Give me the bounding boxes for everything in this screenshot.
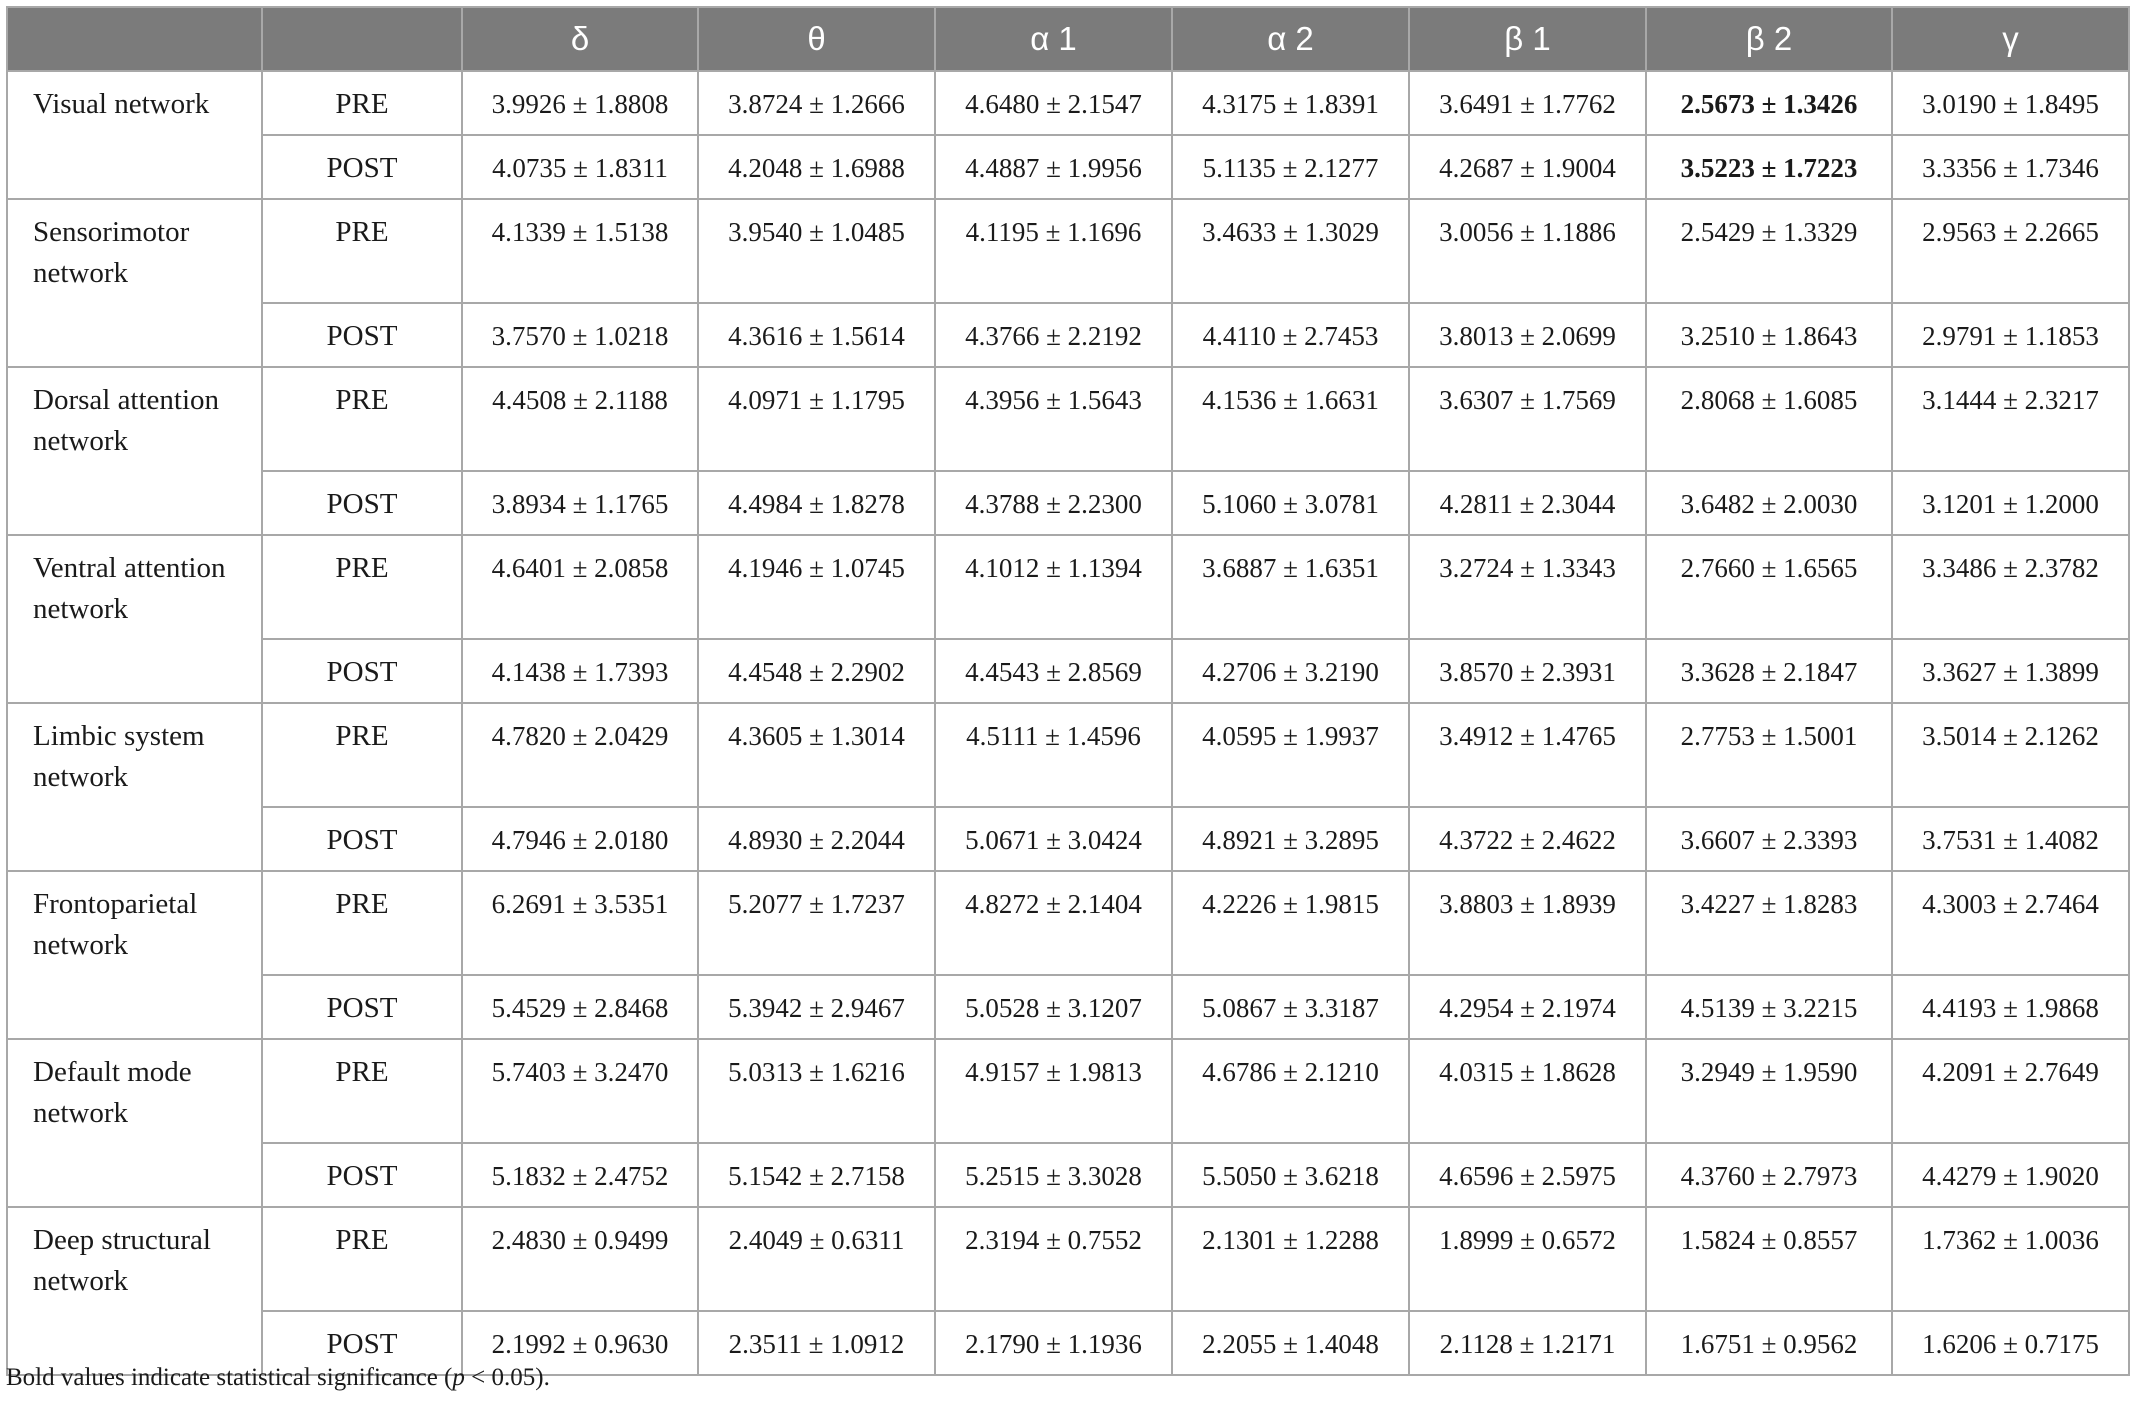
condition-cell: POST [262, 807, 462, 871]
value-cell: 2.3511 ± 1.0912 [698, 1311, 935, 1375]
condition-cell: PRE [262, 199, 462, 303]
column-header: δ [462, 7, 698, 71]
value-cell: 3.7531 ± 1.4082 [1892, 807, 2129, 871]
value-cell: 4.4193 ± 1.9868 [1892, 975, 2129, 1039]
value-cell: 4.2048 ± 1.6988 [698, 135, 935, 199]
value-cell: 3.8724 ± 1.2666 [698, 71, 935, 135]
value-cell: 4.5139 ± 3.2215 [1646, 975, 1892, 1039]
table-row [7, 639, 2129, 703]
value-cell: 2.2055 ± 1.4048 [1172, 1311, 1409, 1375]
value-cell: 4.4110 ± 2.7453 [1172, 303, 1409, 367]
value-cell: 3.2724 ± 1.3343 [1409, 535, 1646, 639]
value-cell: 3.3628 ± 2.1847 [1646, 639, 1892, 703]
table-row [7, 975, 2129, 1039]
condition-cell: PRE [262, 871, 462, 975]
value-cell: 2.8068 ± 1.6085 [1646, 367, 1892, 471]
value-cell: 4.2091 ± 2.7649 [1892, 1039, 2129, 1143]
condition-cell: POST [262, 975, 462, 1039]
column-header: α 1 [935, 7, 1172, 71]
table-footnote [6, 1364, 550, 1392]
value-cell: 5.2515 ± 3.3028 [935, 1143, 1172, 1207]
value-cell: 2.1790 ± 1.1936 [935, 1311, 1172, 1375]
column-header: β 2 [1646, 7, 1892, 71]
value-cell: 4.9157 ± 1.9813 [935, 1039, 1172, 1143]
value-cell: 3.4912 ± 1.4765 [1409, 703, 1646, 807]
table-row [7, 703, 2129, 807]
value-cell: 3.5014 ± 2.1262 [1892, 703, 2129, 807]
value-cell: 5.1832 ± 2.4752 [462, 1143, 698, 1207]
condition-cell: POST [262, 135, 462, 199]
value-cell: 4.3760 ± 2.7973 [1646, 1143, 1892, 1207]
value-cell: 2.4830 ± 0.9499 [462, 1207, 698, 1311]
value-cell: 4.4543 ± 2.8569 [935, 639, 1172, 703]
value-cell: 2.1128 ± 1.2171 [1409, 1311, 1646, 1375]
value-cell: 5.0867 ± 3.3187 [1172, 975, 1409, 1039]
value-cell: 4.3175 ± 1.8391 [1172, 71, 1409, 135]
value-cell: 1.7362 ± 1.0036 [1892, 1207, 2129, 1311]
value-cell: 4.4548 ± 2.2902 [698, 639, 935, 703]
value-cell: 5.1542 ± 2.7158 [698, 1143, 935, 1207]
table-header-row [7, 7, 2129, 71]
value-cell: 3.8570 ± 2.3931 [1409, 639, 1646, 703]
value-cell: 1.6751 ± 0.9562 [1646, 1311, 1892, 1375]
value-cell: 4.3616 ± 1.5614 [698, 303, 935, 367]
value-cell: 4.0971 ± 1.1795 [698, 367, 935, 471]
value-cell: 3.6887 ± 1.6351 [1172, 535, 1409, 639]
value-cell: 4.3766 ± 2.2192 [935, 303, 1172, 367]
column-header [7, 7, 262, 71]
table-row [7, 367, 2129, 471]
value-cell: 4.3003 ± 2.7464 [1892, 871, 2129, 975]
value-cell: 4.1946 ± 1.0745 [698, 535, 935, 639]
value-cell: 4.5111 ± 1.4596 [935, 703, 1172, 807]
value-cell: 4.0315 ± 1.8628 [1409, 1039, 1646, 1143]
value-cell: 2.5429 ± 1.3329 [1646, 199, 1892, 303]
value-cell: 5.4529 ± 2.8468 [462, 975, 698, 1039]
value-cell: 4.1195 ± 1.1696 [935, 199, 1172, 303]
condition-cell: POST [262, 1311, 462, 1375]
value-cell: 3.4633 ± 1.3029 [1172, 199, 1409, 303]
results-table [6, 6, 2130, 1376]
value-cell: 3.3627 ± 1.3899 [1892, 639, 2129, 703]
value-cell: 5.1060 ± 3.0781 [1172, 471, 1409, 535]
condition-cell: PRE [262, 1207, 462, 1311]
footnote-suffix: < 0.05). [464, 1364, 550, 1391]
column-header [262, 7, 462, 71]
value-cell: 3.0056 ± 1.1886 [1409, 199, 1646, 303]
column-header: γ [1892, 7, 2129, 71]
value-cell: 3.3356 ± 1.7346 [1892, 135, 2129, 199]
value-cell: 4.6786 ± 2.1210 [1172, 1039, 1409, 1143]
value-cell: 4.3722 ± 2.4622 [1409, 807, 1646, 871]
value-cell: 2.1301 ± 1.2288 [1172, 1207, 1409, 1311]
value-cell: 3.6482 ± 2.0030 [1646, 471, 1892, 535]
footnote-prefix: Bold values indicate statistical significance ( [6, 1364, 453, 1391]
value-cell: 3.9926 ± 1.8808 [462, 71, 698, 135]
table-row [7, 1039, 2129, 1143]
value-cell: 2.9791 ± 1.1853 [1892, 303, 2129, 367]
value-cell: 1.5824 ± 0.8557 [1646, 1207, 1892, 1311]
value-cell: 3.2510 ± 1.8643 [1646, 303, 1892, 367]
value-cell: 4.7820 ± 2.0429 [462, 703, 698, 807]
value-cell: 2.9563 ± 2.2665 [1892, 199, 2129, 303]
value-cell: 5.3942 ± 2.9467 [698, 975, 935, 1039]
value-cell: 4.6596 ± 2.5975 [1409, 1143, 1646, 1207]
value-cell: 4.3788 ± 2.2300 [935, 471, 1172, 535]
value-cell: 4.2226 ± 1.9815 [1172, 871, 1409, 975]
network-name-cell: Sensorimotor network [7, 199, 262, 367]
value-cell: 5.2077 ± 1.7237 [698, 871, 935, 975]
value-cell: 4.6401 ± 2.0858 [462, 535, 698, 639]
value-cell: 4.8930 ± 2.2044 [698, 807, 935, 871]
network-name-cell: Visual network [7, 71, 262, 199]
table-row [7, 1207, 2129, 1311]
table-body [7, 71, 2129, 1375]
condition-cell: POST [262, 1143, 462, 1207]
value-cell: 3.1444 ± 2.3217 [1892, 367, 2129, 471]
condition-cell: POST [262, 303, 462, 367]
value-cell: 4.4279 ± 1.9020 [1892, 1143, 2129, 1207]
column-header: θ [698, 7, 935, 71]
value-cell: 2.7753 ± 1.5001 [1646, 703, 1892, 807]
network-name-cell: Limbic system network [7, 703, 262, 871]
value-cell: 3.9540 ± 1.0485 [698, 199, 935, 303]
value-cell: 3.4227 ± 1.8283 [1646, 871, 1892, 975]
value-cell: 2.7660 ± 1.6565 [1646, 535, 1892, 639]
value-cell: 6.2691 ± 3.5351 [462, 871, 698, 975]
value-cell: 4.4508 ± 2.1188 [462, 367, 698, 471]
value-cell: 3.8803 ± 1.8939 [1409, 871, 1646, 975]
table-row [7, 71, 2129, 135]
column-header: β 1 [1409, 7, 1646, 71]
value-cell: 3.8934 ± 1.1765 [462, 471, 698, 535]
table-row [7, 471, 2129, 535]
value-cell: 4.1438 ± 1.7393 [462, 639, 698, 703]
value-cell: 4.4887 ± 1.9956 [935, 135, 1172, 199]
value-cell: 3.7570 ± 1.0218 [462, 303, 698, 367]
value-cell: 3.1201 ± 1.2000 [1892, 471, 2129, 535]
table-row [7, 807, 2129, 871]
value-cell: 3.8013 ± 2.0699 [1409, 303, 1646, 367]
value-cell: 3.6607 ± 2.3393 [1646, 807, 1892, 871]
table-row [7, 303, 2129, 367]
value-cell: 4.6480 ± 2.1547 [935, 71, 1172, 135]
value-cell: 2.4049 ± 0.6311 [698, 1207, 935, 1311]
value-cell: 3.5223 ± 1.7223 [1646, 135, 1892, 199]
network-name-cell: Ventral attention network [7, 535, 262, 703]
value-cell: 3.2949 ± 1.9590 [1646, 1039, 1892, 1143]
table-row [7, 535, 2129, 639]
value-cell: 4.3956 ± 1.5643 [935, 367, 1172, 471]
condition-cell: PRE [262, 703, 462, 807]
footnote-p-symbol: p [452, 1364, 465, 1391]
condition-cell: PRE [262, 367, 462, 471]
value-cell: 1.6206 ± 0.7175 [1892, 1311, 2129, 1375]
value-cell: 4.1012 ± 1.1394 [935, 535, 1172, 639]
value-cell: 5.0528 ± 3.1207 [935, 975, 1172, 1039]
value-cell: 4.8272 ± 2.1404 [935, 871, 1172, 975]
value-cell: 3.0190 ± 1.8495 [1892, 71, 2129, 135]
network-name-cell: Default mode network [7, 1039, 262, 1207]
network-name-cell: Frontoparietal network [7, 871, 262, 1039]
value-cell: 4.1536 ± 1.6631 [1172, 367, 1409, 471]
table-row [7, 199, 2129, 303]
value-cell: 5.0313 ± 1.6216 [698, 1039, 935, 1143]
table-row [7, 871, 2129, 975]
value-cell: 4.0735 ± 1.8311 [462, 135, 698, 199]
network-name-cell: Deep structural network [7, 1207, 262, 1375]
table-row [7, 1143, 2129, 1207]
value-cell: 2.5673 ± 1.3426 [1646, 71, 1892, 135]
value-cell: 3.6307 ± 1.7569 [1409, 367, 1646, 471]
value-cell: 4.2811 ± 2.3044 [1409, 471, 1646, 535]
condition-cell: PRE [262, 535, 462, 639]
network-name-cell: Dorsal attention network [7, 367, 262, 535]
value-cell: 5.1135 ± 2.1277 [1172, 135, 1409, 199]
value-cell: 4.7946 ± 2.0180 [462, 807, 698, 871]
condition-cell: PRE [262, 1039, 462, 1143]
value-cell: 5.0671 ± 3.0424 [935, 807, 1172, 871]
value-cell: 4.2706 ± 3.2190 [1172, 639, 1409, 703]
column-header: α 2 [1172, 7, 1409, 71]
value-cell: 4.2954 ± 2.1974 [1409, 975, 1646, 1039]
table-row [7, 135, 2129, 199]
value-cell: 2.1992 ± 0.9630 [462, 1311, 698, 1375]
value-cell: 4.1339 ± 1.5138 [462, 199, 698, 303]
value-cell: 4.8921 ± 3.2895 [1172, 807, 1409, 871]
condition-cell: POST [262, 471, 462, 535]
value-cell: 3.3486 ± 2.3782 [1892, 535, 2129, 639]
condition-cell: PRE [262, 71, 462, 135]
value-cell: 5.5050 ± 3.6218 [1172, 1143, 1409, 1207]
value-cell: 4.3605 ± 1.3014 [698, 703, 935, 807]
value-cell: 4.2687 ± 1.9004 [1409, 135, 1646, 199]
condition-cell: POST [262, 639, 462, 703]
value-cell: 1.8999 ± 0.6572 [1409, 1207, 1646, 1311]
value-cell: 2.3194 ± 0.7552 [935, 1207, 1172, 1311]
value-cell: 4.4984 ± 1.8278 [698, 471, 935, 535]
value-cell: 4.0595 ± 1.9937 [1172, 703, 1409, 807]
value-cell: 5.7403 ± 3.2470 [462, 1039, 698, 1143]
value-cell: 3.6491 ± 1.7762 [1409, 71, 1646, 135]
